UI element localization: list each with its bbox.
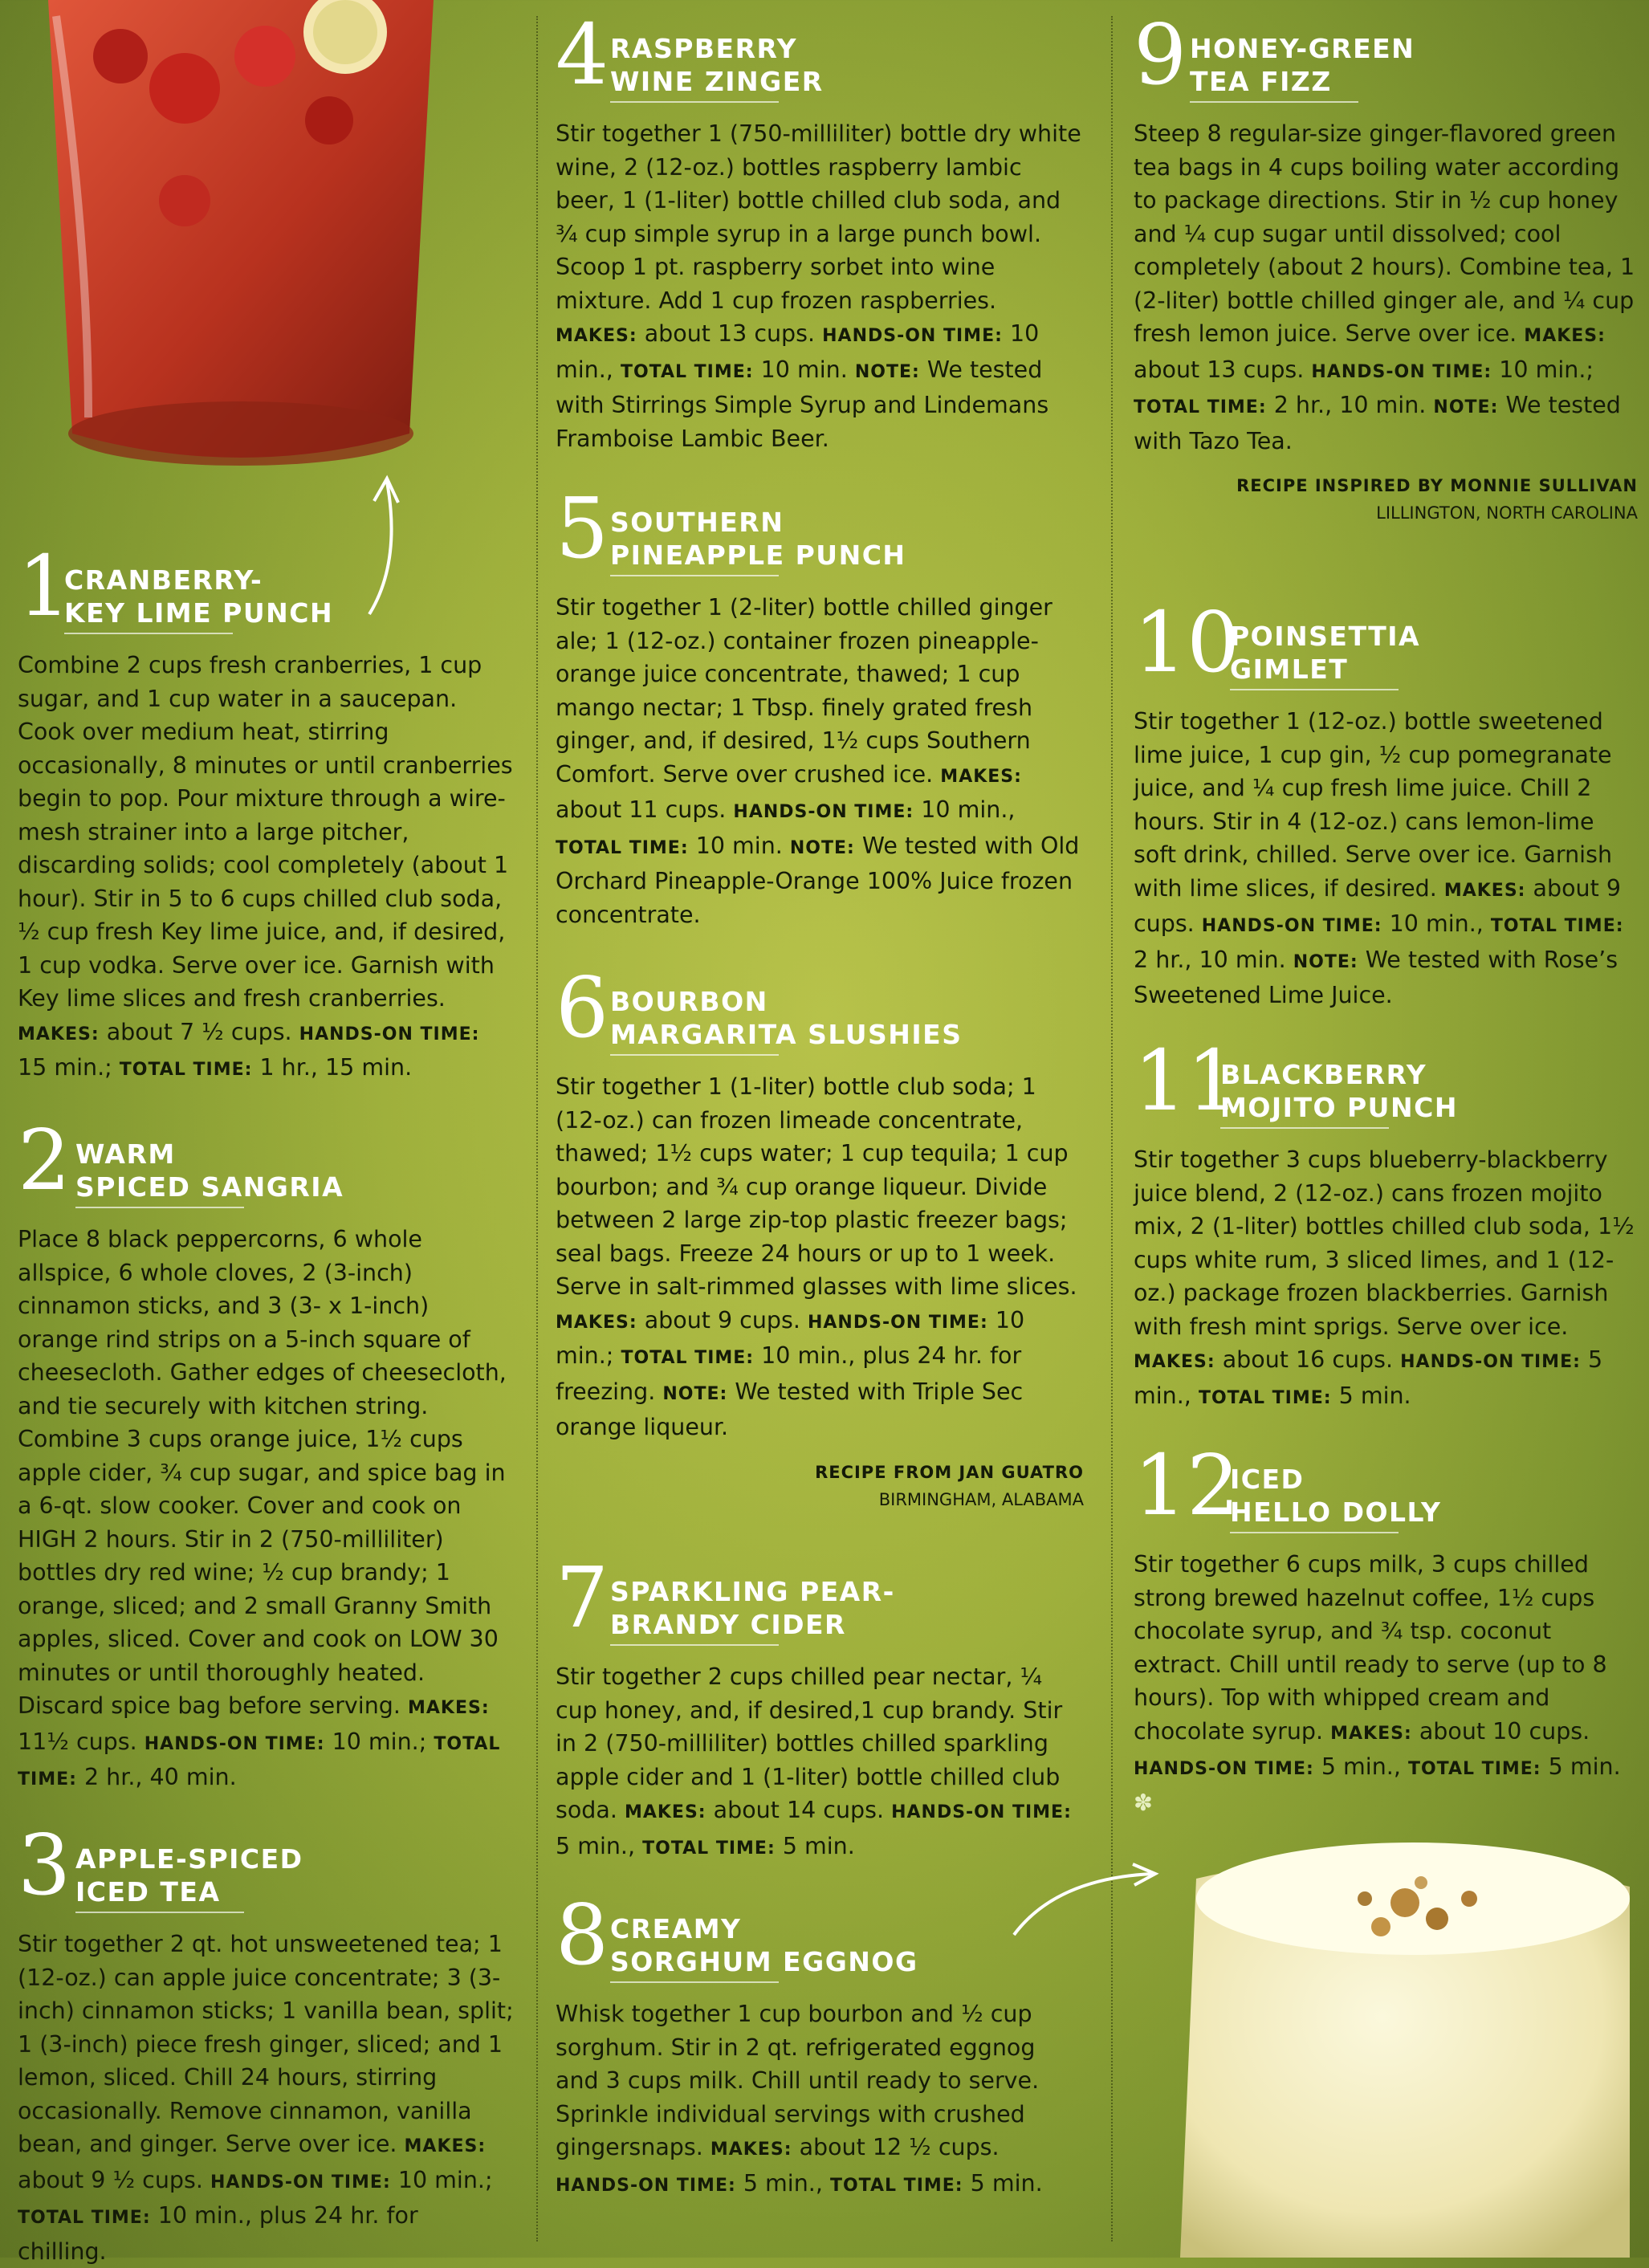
title-rule (610, 1054, 779, 1056)
recipe-number: 6 (556, 959, 609, 1057)
end-mark-icon: ✽ (1134, 1789, 1153, 1816)
recipe-header (1134, 6, 1638, 104)
recipe-header (1134, 1032, 1638, 1130)
title-rule (64, 633, 233, 634)
recipe-number: 9 (1134, 6, 1187, 104)
recipe-2 (18, 1111, 514, 1797)
recipe-8 (556, 1886, 1084, 2202)
title-rule (610, 575, 779, 576)
recipe-credit: RECIPE FROM JAN GUATRO BIRMINGHAM, ALABAMA (815, 1462, 1084, 1509)
column-divider-1 (536, 16, 538, 2242)
recipe-header (556, 479, 1084, 577)
recipe-body: Stir together 2 qt. hot unsweetened tea; 1 (12-oz.) can apple juice concentrate; 3 (3-inch) cinnamon sticks; 1 vanilla bean, split; 1 (3-inch) piece fresh ginger, sliced; and 1 lemon, sliced. Chill 24 hours, stirring occasionally. Remove cinnamon, vanilla bean, and ginger. Serve over ice. MAKES: about 9 ½ cups. HANDS-ON TIME: 10 min.; TOTAL TIME: 10 min., plus 24 hr. for chilling. (18, 1931, 514, 2265)
recipe-body: Stir together 1 (2-liter) bottle chilled ginger ale; 1 (12-oz.) container frozen pineapple-orange juice concentrate, thawed; 1 cup mango nectar; 1 Tbsp. finely grated fresh ginger, and, if desired, 1½ cups Southern Comfort. Serve over crushed ice. MAKES: about 11 cups. HANDS-ON TIME: 10 min., TOTAL TIME: 10 min. NOTE: We tested with Old Orchard Pineapple-Orange 100% Juice frozen concentrate. (556, 594, 1080, 928)
recipe-body: Stir together 6 cups milk, 3 cups chilled strong brewed hazelnut coffee, 1½ cups chocolate syrup, and ¾ tsp. coconut extract. Chill until ready to serve (up to 8 hours). Top with whipped cream and chocolate syrup. MAKES: about 10 cups. HANDS-ON TIME: 5 min., TOTAL TIME: 5 min. ✽ (1134, 1551, 1621, 1816)
recipe-body: Stir together 3 cups blueberry-blackberry juice blend, 2 (12-oz.) cans frozen mojito mix, 2 (1-liter) bottles chilled club soda, 1½ cups white rum, 3 sliced limes, and 1 (12-oz.) package frozen blackberries. Garnish with fresh mint sprigs. Serve over ice. MAKES: about 16 cups. HANDS-ON TIME: 5 min., TOTAL TIME: 5 min. (1134, 1146, 1635, 1409)
recipe-title: APPLE-SPICED ICED TEA (75, 1843, 303, 1908)
recipe-title: POINSETTIA GIMLET (1230, 621, 1421, 685)
eggnog-photo (1148, 1822, 1649, 2258)
recipe-7 (556, 1549, 1084, 1865)
recipe-number: 4 (556, 6, 609, 104)
title-rule (1230, 689, 1399, 690)
recipe-header (556, 1549, 1084, 1647)
recipe-number: 1 (18, 537, 71, 635)
recipe-title: HONEY-GREEN TEA FIZZ (1190, 33, 1415, 97)
recipe-number: 7 (556, 1549, 609, 1647)
recipe-1 (18, 537, 514, 1087)
recipe-header (556, 6, 1084, 104)
recipe-number: 10 (1134, 593, 1240, 691)
recipe-body: Stir together 1 (1-liter) bottle club soda; 1 (12-oz.) can frozen limeade concentrate, thawed; 1½ cups water; 1 cup tequila; 1 cup bourbon; and ¾ cup orange liqueur. Divide between 2 large zip-top plastic freezer bags; seal bags. Freeze 24 hours or up to 1 week. Serve in salt-rimmed glasses with lime slices. MAKES: about 9 cups. HANDS-ON TIME: 10 min.; TOTAL TIME: 10 min., plus 24 hr. for freezing. NOTE: We tested with Triple Sec orange liqueur. (556, 1073, 1077, 1440)
recipe-header (18, 1816, 514, 1914)
recipe-header (1134, 1436, 1638, 1534)
recipe-title: CREAMY SORGHUM EGGNOG (610, 1913, 918, 1977)
title-rule (75, 1912, 244, 1913)
recipe-title: WARM SPICED SANGRIA (75, 1138, 344, 1203)
recipe-title: CRANBERRY- KEY LIME PUNCH (64, 564, 334, 629)
recipe-header (18, 1111, 514, 1209)
recipe-3 (18, 1816, 514, 2268)
recipe-title: ICED HELLO DOLLY (1230, 1464, 1442, 1528)
recipe-number: 12 (1134, 1436, 1240, 1534)
recipe-header (556, 959, 1084, 1057)
title-rule (1230, 1532, 1399, 1533)
recipe-header (1134, 593, 1638, 691)
recipe-9 (1134, 6, 1638, 527)
recipe-title: BLACKBERRY MOJITO PUNCH (1220, 1059, 1458, 1123)
cranberry-punch-photo (0, 0, 450, 498)
recipe-11 (1134, 1032, 1638, 1415)
title-rule (610, 1644, 779, 1646)
recipe-title: RASPBERRY WINE ZINGER (610, 33, 824, 97)
title-rule (1220, 1127, 1389, 1129)
recipe-number: 5 (556, 479, 609, 577)
recipe-5 (556, 479, 1084, 931)
recipe-body: Stir together 2 cups chilled pear nectar, ¼ cup honey, and, if desired,1 cup brandy. Stir in 2 (750-milliliter) bottles chilled sparkling apple cider and 1 (1-liter) bottle chilled club soda. MAKES: about 14 cups. HANDS-ON TIME: 5 min., TOTAL TIME: 5 min. (556, 1663, 1072, 1859)
recipe-title: BOURBON MARGARITA SLUSHIES (610, 986, 963, 1050)
recipe-12 (1134, 1436, 1638, 1819)
recipe-10 (1134, 593, 1638, 1012)
recipe-header (18, 537, 514, 635)
recipe-title: SPARKLING PEAR- BRANDY CIDER (610, 1576, 895, 1640)
recipe-credit: RECIPE INSPIRED BY MONNIE SULLIVAN LILLINGTON, NORTH CAROLINA (1236, 476, 1638, 523)
recipe-header (556, 1886, 1084, 1984)
recipe-number: 2 (18, 1111, 71, 1209)
recipe-body: Place 8 black peppercorns, 6 whole allspice, 6 whole cloves, 2 (3-inch) cinnamon sticks, and 3 (3- x 1-inch) orange rind strips on a 5-inch square of cheesecloth. Gather edges of cheesecloth, and tie securely with kitchen string. Combine 3 cups orange juice, 1½ cups apple cider, ¾ cup sugar, and spice bag in a 6-qt. slow cooker. Cover and cook on HIGH 2 hours. Stir in 2 (750-milliliter) bottles dry red wine; ½ cup brandy; 1 orange, sliced; and 2 small Granny Smith apples, sliced. Cover and cook on LOW 30 minutes or until thoroughly heated. Discard spice bag before serving. MAKES: 11½ cups. HANDS-ON TIME: 10 min.; TOTAL TIME: 2 hr., 40 min. (18, 1226, 507, 1790)
recipe-body: Stir together 1 (12-oz.) bottle sweetened lime juice, 1 cup gin, ½ cup pomegranate juice, and ¼ cup fresh lime juice. Chill 2 hours. Stir in 4 (12-oz.) cans lemon-lime soft drink, chilled. Serve over ice. Garnish with lime slices, if desired. MAKES: about 9 cups. HANDS-ON TIME: 10 min., TOTAL TIME: 2 hr., 10 min. NOTE: We tested with Rose’s Sweetened Lime Juice. (1134, 708, 1624, 1008)
title-rule (1190, 101, 1358, 103)
recipe-body: Whisk together 1 cup bourbon and ½ cup sorghum. Stir in 2 qt. refrigerated eggnog and 3 cups milk. Chill until ready to serve. Sprinkle individual servings with crushed gingersnaps. MAKES: about 12 ½ cups. HANDS-ON TIME: 5 min., TOTAL TIME: 5 min. (556, 2001, 1043, 2197)
recipe-body: Combine 2 cups fresh cranberries, 1 cup sugar, and 1 cup water in a saucepan. Cook over medium heat, stirring occasionally, 8 minutes or until cranberries begin to pop. Pour mixture through a wire-mesh strainer into a large pitcher, discarding solids; cool completely (about 1 hour). Stir in 5 to 6 cups chilled club soda, ½ cup fresh Key lime juice, and, if desired, 1 cup vodka. Serve over ice. Garnish with Key lime slices and fresh cranberries. MAKES: about 7 ½ cups. HANDS-ON TIME: 15 min.; TOTAL TIME: 1 hr., 15 min. (18, 652, 513, 1081)
recipe-number: 8 (556, 1886, 609, 1984)
title-rule (75, 1207, 244, 1208)
recipe-body: Stir together 1 (750-milliliter) bottle dry white wine, 2 (12-oz.) bottles raspberry lambic beer, 1 (1-liter) bottle chilled club soda, and ¾ cup simple syrup in a large punch bowl. Scoop 1 pt. raspberry sorbet into wine mixture. Add 1 cup frozen raspberries. MAKES: about 13 cups. HANDS-ON TIME: 10 min., TOTAL TIME: 10 min. NOTE: We tested with Stirrings Simple Syrup and Lindemans Framboise Lambic Beer. (556, 120, 1081, 452)
recipe-number: 3 (18, 1816, 71, 1914)
recipe-4 (556, 6, 1084, 455)
recipe-6 (556, 959, 1084, 1513)
recipe-title: SOUTHERN PINEAPPLE PUNCH (610, 507, 906, 571)
title-rule (610, 101, 779, 103)
recipe-number: 11 (1134, 1032, 1240, 1130)
title-rule (610, 1981, 779, 1983)
recipe-body: Steep 8 regular-size ginger-flavored green tea bags in 4 cups boiling water according to package directions. Stir in ½ cup honey and ¼ cup sugar until dissolved; cool completely (about 2 hours). Combine tea, 1 (2-liter) bottle chilled ginger ale, and ¼ cup fresh lemon juice. Serve over ice. MAKES: about 13 cups. HANDS-ON TIME: 10 min.; TOTAL TIME: 2 hr., 10 min. NOTE: We tested with Tazo Tea. (1134, 120, 1635, 454)
